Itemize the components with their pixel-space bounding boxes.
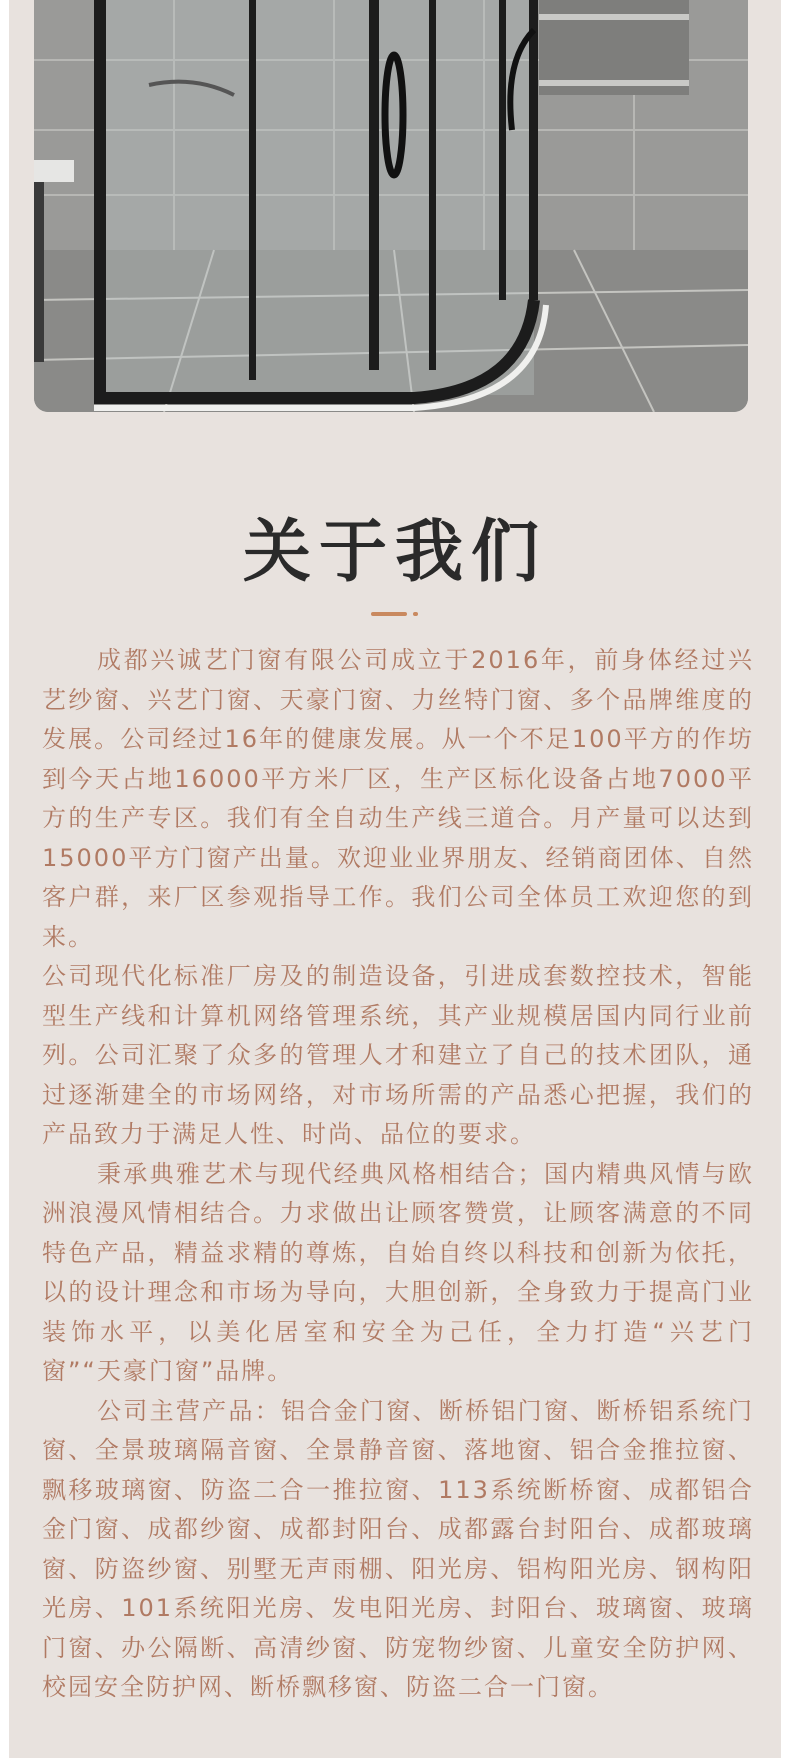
paragraph-facilities: 公司现代化标准厂房及的制造设备，引进成套数控技术，智能型生产线和计算机网络管理系统，其产业规模居国内同行业前列。公司汇聚了众多的管理人才和建立了自己的技术团队，通过逐渐建全的市场网络，对市场所需的产品悉心把握，我们的产品致力于满足人性、时尚、品位的要求。 — [42, 962, 754, 1148]
paragraph-philosophy: 秉承典雅艺术与现代经典风格相结合；国内精典风情与欧洲浪漫风情相结合。力求做出让顾客赞赏，让顾客满意的不同特色产品，精益求精的尊炼，自始自终以科技和创新为依托，以的设计理念和市场为导向，大胆创新，全身致力于提高门业装饰水平，以美化居室和安全为己任，全力打造“兴艺门窗”“天豪门窗”品牌。 — [42, 1159, 754, 1385]
title-divider — [371, 612, 441, 618]
page-title: 关于我们 — [242, 513, 547, 592]
about-us-page — [9, 0, 781, 1758]
paragraph-products: 公司主营产品：铝合金门窗、断桥铝门窗、断桥铝系统门窗、全景玻璃隔音窗、全景静音窗、落地窗、铝合金推拉窗、飘移玻璃窗、防盗二合一推拉窗、113系统断桥窗、成都铝合金门窗、成都纱窗、成都封阳台、成都露台封阳台、成都玻璃窗、防盗纱窗、别墅无声雨棚、阳光房、铝构阳光房、钢构阳光房、101系统阳光房、发电阳光房、封阳台、玻璃窗、玻璃门窗、办公隔断、高清纱窗、防宠物纱窗、儿童安全防护网、校园安全防护网、断桥飘移窗、防盗二合一门窗。 — [42, 1396, 754, 1701]
paragraph-intro: 成都兴诚艺门窗有限公司成立于2016年，前身体经过兴艺纱窗、兴艺门窗、天豪门窗、力丝特门窗、多个品牌维度的发展。公司经过16年的健康发展。从一个不足100平方的作坊到今天占地16000平方米厂区，生产区标化设备占地7000平方的生产专区。我们有全自动生产线三道合。月产量可以达到15000平方门窗产出量。欢迎业业界朋友、经销商团体、自然客户群，来厂区参观指导工作。我们公司全体员工欢迎您的到来。 — [42, 646, 754, 951]
divider-dot — [413, 612, 418, 616]
divider-bar — [371, 612, 407, 616]
company-description — [42, 641, 754, 1708]
shower-enclosure-photo — [34, 0, 748, 412]
